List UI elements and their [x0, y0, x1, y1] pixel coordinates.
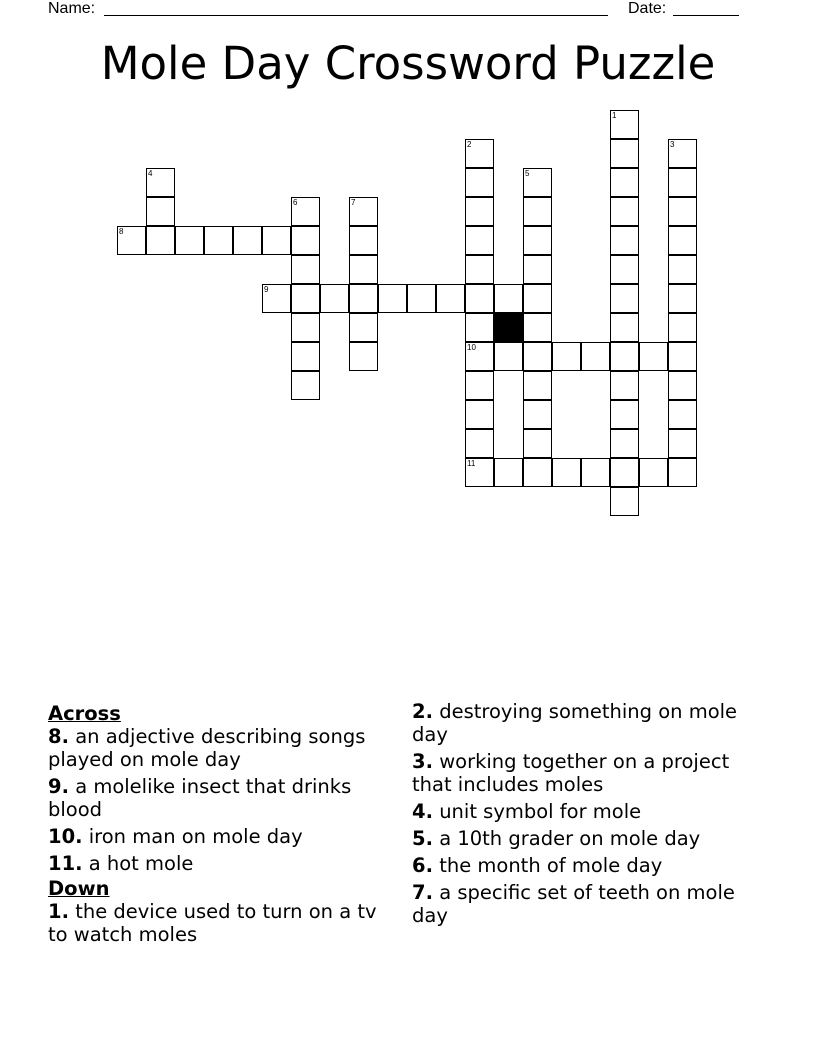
- grid-cell[interactable]: [291, 313, 320, 342]
- clue-number: 11.: [48, 852, 83, 875]
- across-clue: [48, 775, 393, 821]
- grid-cell[interactable]: [262, 284, 291, 313]
- clue-text: destroying something on mole day: [412, 700, 738, 746]
- clue-text: the month of mole day: [439, 854, 663, 877]
- grid-cell[interactable]: [668, 313, 697, 342]
- cell-number: 10: [467, 343, 476, 352]
- grid-cell[interactable]: [465, 400, 494, 429]
- down-clue: [412, 881, 757, 927]
- grid-cell[interactable]: [610, 168, 639, 197]
- clue-number: 2.: [412, 700, 433, 723]
- grid-cell[interactable]: [523, 313, 552, 342]
- grid-cell[interactable]: [523, 400, 552, 429]
- clue-number: 7.: [412, 881, 433, 904]
- clue-text: a specific set of teeth on mole day: [412, 881, 735, 927]
- grid-cell[interactable]: [291, 226, 320, 255]
- grid-cell[interactable]: [610, 313, 639, 342]
- grid-cell[interactable]: [349, 342, 378, 371]
- grid-cell[interactable]: [204, 226, 233, 255]
- clue-column-right: [412, 700, 757, 931]
- grid-cell[interactable]: [349, 313, 378, 342]
- clue-text: a 10th grader on mole day: [439, 827, 701, 850]
- grid-cell[interactable]: [175, 226, 204, 255]
- clue-text: working together on a project that includes moles: [412, 750, 730, 796]
- cell-number: 6: [293, 198, 298, 207]
- across-clue: [48, 725, 393, 771]
- grid-cell[interactable]: [349, 226, 378, 255]
- grid-cell[interactable]: [465, 371, 494, 400]
- grid-cell[interactable]: [523, 458, 552, 487]
- grid-cell[interactable]: [523, 255, 552, 284]
- clue-number: 10.: [48, 825, 83, 848]
- cell-number: 5: [525, 169, 530, 178]
- grid-cell[interactable]: [668, 342, 697, 371]
- cell-number: 1: [612, 111, 617, 120]
- clue-text: a hot mole: [88, 852, 194, 875]
- grid-cell[interactable]: [465, 458, 494, 487]
- grid-cell[interactable]: [523, 371, 552, 400]
- grid-cell[interactable]: [146, 226, 175, 255]
- grid-cell[interactable]: [552, 342, 581, 371]
- date-label: Date:: [628, 0, 667, 17]
- clue-text: unit symbol for mole: [439, 800, 642, 823]
- grid-cell[interactable]: [552, 458, 581, 487]
- grid-cell[interactable]: [465, 342, 494, 371]
- cell-number: 11: [467, 459, 476, 468]
- grid-cell[interactable]: [610, 197, 639, 226]
- down-clue: [412, 827, 757, 850]
- grid-cell[interactable]: [581, 342, 610, 371]
- grid-cell[interactable]: [523, 284, 552, 313]
- grid-cell[interactable]: [523, 342, 552, 371]
- grid-cell[interactable]: [494, 342, 523, 371]
- grid-cell[interactable]: [668, 429, 697, 458]
- grid-cell[interactable]: [494, 458, 523, 487]
- grid-cell[interactable]: [610, 110, 639, 139]
- grid-cell[interactable]: [291, 342, 320, 371]
- down-clue: [412, 700, 757, 746]
- clue-number: 4.: [412, 800, 433, 823]
- grid-cell[interactable]: [465, 139, 494, 168]
- grid-cell[interactable]: [581, 458, 610, 487]
- page-title: Mole Day Crossword Puzzle: [100, 37, 716, 90]
- cell-number: 9: [264, 285, 269, 294]
- grid-cell[interactable]: [494, 284, 523, 313]
- grid-cell[interactable]: [523, 226, 552, 255]
- grid-cell[interactable]: [610, 400, 639, 429]
- clue-number: 1.: [48, 900, 69, 923]
- down-clue: [48, 900, 393, 946]
- clue-number: 9.: [48, 775, 69, 798]
- clue-number: 6.: [412, 854, 433, 877]
- grid-cell[interactable]: [291, 284, 320, 313]
- down-clue: [412, 854, 757, 877]
- grid-cell[interactable]: [291, 371, 320, 400]
- grid-cell[interactable]: [465, 226, 494, 255]
- clue-text: an adjective describing songs played on mole day: [48, 725, 366, 771]
- grid-cell[interactable]: [610, 255, 639, 284]
- grid-cell[interactable]: [291, 197, 320, 226]
- grid-cell[interactable]: [523, 429, 552, 458]
- grid-cell[interactable]: [610, 429, 639, 458]
- cell-number: 2: [467, 140, 472, 149]
- clue-number: 5.: [412, 827, 433, 850]
- grid-cell[interactable]: [465, 197, 494, 226]
- grid-cell[interactable]: [639, 342, 668, 371]
- grid-cell[interactable]: [610, 284, 639, 313]
- grid-cell[interactable]: [146, 168, 175, 197]
- grid-cell[interactable]: [523, 168, 552, 197]
- grid-cell[interactable]: [349, 197, 378, 226]
- grid-cell[interactable]: [465, 284, 494, 313]
- grid-cell[interactable]: [668, 197, 697, 226]
- grid-cell[interactable]: [378, 284, 407, 313]
- down-clue: [412, 750, 757, 796]
- clue-text: iron man on mole day: [88, 825, 303, 848]
- grid-cell[interactable]: [436, 284, 465, 313]
- cell-number: 8: [119, 227, 124, 236]
- grid-cell[interactable]: [465, 313, 494, 342]
- grid-cell[interactable]: [465, 255, 494, 284]
- grid-cell[interactable]: [668, 458, 697, 487]
- grid-cell[interactable]: [668, 139, 697, 168]
- clue-number: 8.: [48, 725, 69, 748]
- grid-cell[interactable]: [668, 284, 697, 313]
- across-clue: [48, 825, 393, 848]
- clue-number: 3.: [412, 750, 433, 773]
- grid-cell[interactable]: [610, 342, 639, 371]
- grid-cell[interactable]: [407, 284, 436, 313]
- grid-cell[interactable]: [639, 458, 668, 487]
- grid-cell[interactable]: [668, 255, 697, 284]
- grid-cell[interactable]: [668, 371, 697, 400]
- cell-number: 3: [670, 140, 675, 149]
- clue-text: a molelike insect that drinks blood: [48, 775, 352, 821]
- grid-black-cell: [494, 313, 523, 342]
- grid-cell[interactable]: [610, 487, 639, 516]
- grid-cell[interactable]: [349, 255, 378, 284]
- cell-number: 7: [351, 198, 356, 207]
- grid-cell[interactable]: [523, 197, 552, 226]
- grid-cell[interactable]: [668, 400, 697, 429]
- across-heading: Across: [48, 702, 121, 725]
- grid-cell[interactable]: [291, 255, 320, 284]
- grid-cell[interactable]: [262, 226, 291, 255]
- grid-cell[interactable]: [668, 168, 697, 197]
- grid-cell[interactable]: [349, 284, 378, 313]
- across-clue: [48, 852, 393, 875]
- clue-text: the device used to turn on a tv to watch moles: [48, 900, 377, 946]
- grid-cell[interactable]: [465, 168, 494, 197]
- name-label: Name:: [48, 0, 96, 17]
- grid-cell[interactable]: [610, 458, 639, 487]
- grid-cell[interactable]: [465, 429, 494, 458]
- clue-column-left: [48, 700, 393, 950]
- grid-cell[interactable]: [320, 284, 349, 313]
- cell-number: 4: [148, 169, 153, 178]
- grid-cell[interactable]: [146, 197, 175, 226]
- down-heading: Down: [48, 877, 110, 900]
- grid-cell[interactable]: [233, 226, 262, 255]
- grid-cell[interactable]: [610, 226, 639, 255]
- grid-cell[interactable]: [610, 371, 639, 400]
- grid-cell[interactable]: [610, 139, 639, 168]
- down-clue: [412, 800, 757, 823]
- grid-cell[interactable]: [117, 226, 146, 255]
- grid-cell[interactable]: [668, 226, 697, 255]
